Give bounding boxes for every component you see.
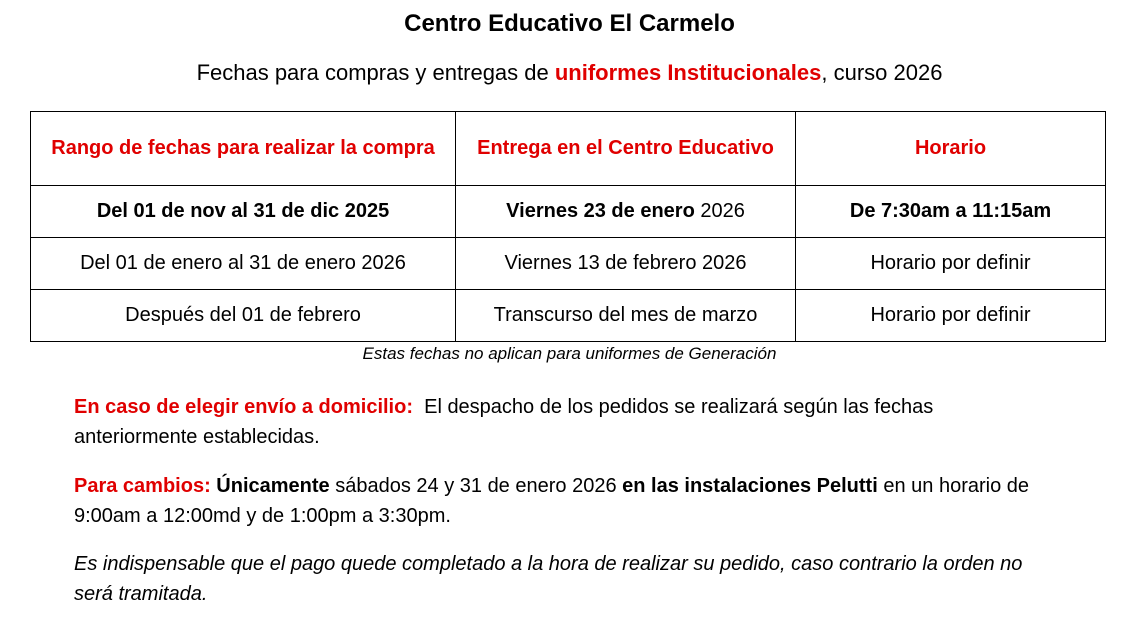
table-row [31,238,1106,290]
changes-only-label: Únicamente [216,475,330,497]
shipping-text: El despacho de los pedidos se realizará según las fechas anteriormente establecidas. [74,396,939,448]
subtitle-prefix: Fechas para compras y entregas de [196,60,555,85]
table-row [31,186,1106,238]
row1-delivery-date: Viernes 23 de enero [506,200,695,222]
changes-label: Para cambios: [74,475,211,497]
row2-schedule: Horario por definir [796,238,1106,290]
subtitle-highlight: uniformes Institucionales [554,60,822,85]
row2-purchase-range: Del 01 de enero al 31 de enero 2026 [31,238,456,290]
header-delivery: Entrega en el Centro Educativo [456,112,796,186]
row1-purchase-range: Del 01 de nov al 31 de dic 2025 [31,186,456,238]
payment-note: Es indispensable que el pago quede completado a la hora de realizar su pedido, caso contrario la orden no será tramitada. [74,553,1023,605]
subtitle-suffix: , curso 2026 [821,60,943,85]
row1-delivery [456,186,796,238]
shipping-label: En caso de elegir envío a domicilio: [74,396,413,418]
changes-location: en las instalaciones Pelutti [622,475,878,497]
document-subtitle [0,60,1139,86]
table-header-row [31,112,1106,186]
table-row [31,290,1106,342]
row3-purchase-range: Después del 01 de febrero [31,290,456,342]
row3-schedule: Horario por definir [796,290,1106,342]
row1-delivery-year: 2026 [694,200,745,222]
header-schedule: Horario [796,112,1106,186]
schedule-table [30,111,1106,342]
row2-delivery: Viernes 13 de febrero 2026 [456,238,796,290]
generation-uniform-note: Estas fechas no aplican para uniformes de Generación [362,344,777,363]
changes-dates-text: sábados 24 y 31 de enero 2026 [329,475,623,497]
shipping-paragraph [74,392,1034,452]
row1-schedule: De 7:30am a 11:15am [796,186,1106,238]
row3-delivery: Transcurso del mes de marzo [456,290,796,342]
changes-paragraph [74,471,1034,531]
changes-hours-text: en un horario de 9:00am a 12:00md y de 1:00pm a 3:30pm. [74,475,1030,527]
document-title: Centro Educativo El Carmelo [404,10,735,37]
header-purchase-range: Rango de fechas para realizar la compra [31,112,456,186]
